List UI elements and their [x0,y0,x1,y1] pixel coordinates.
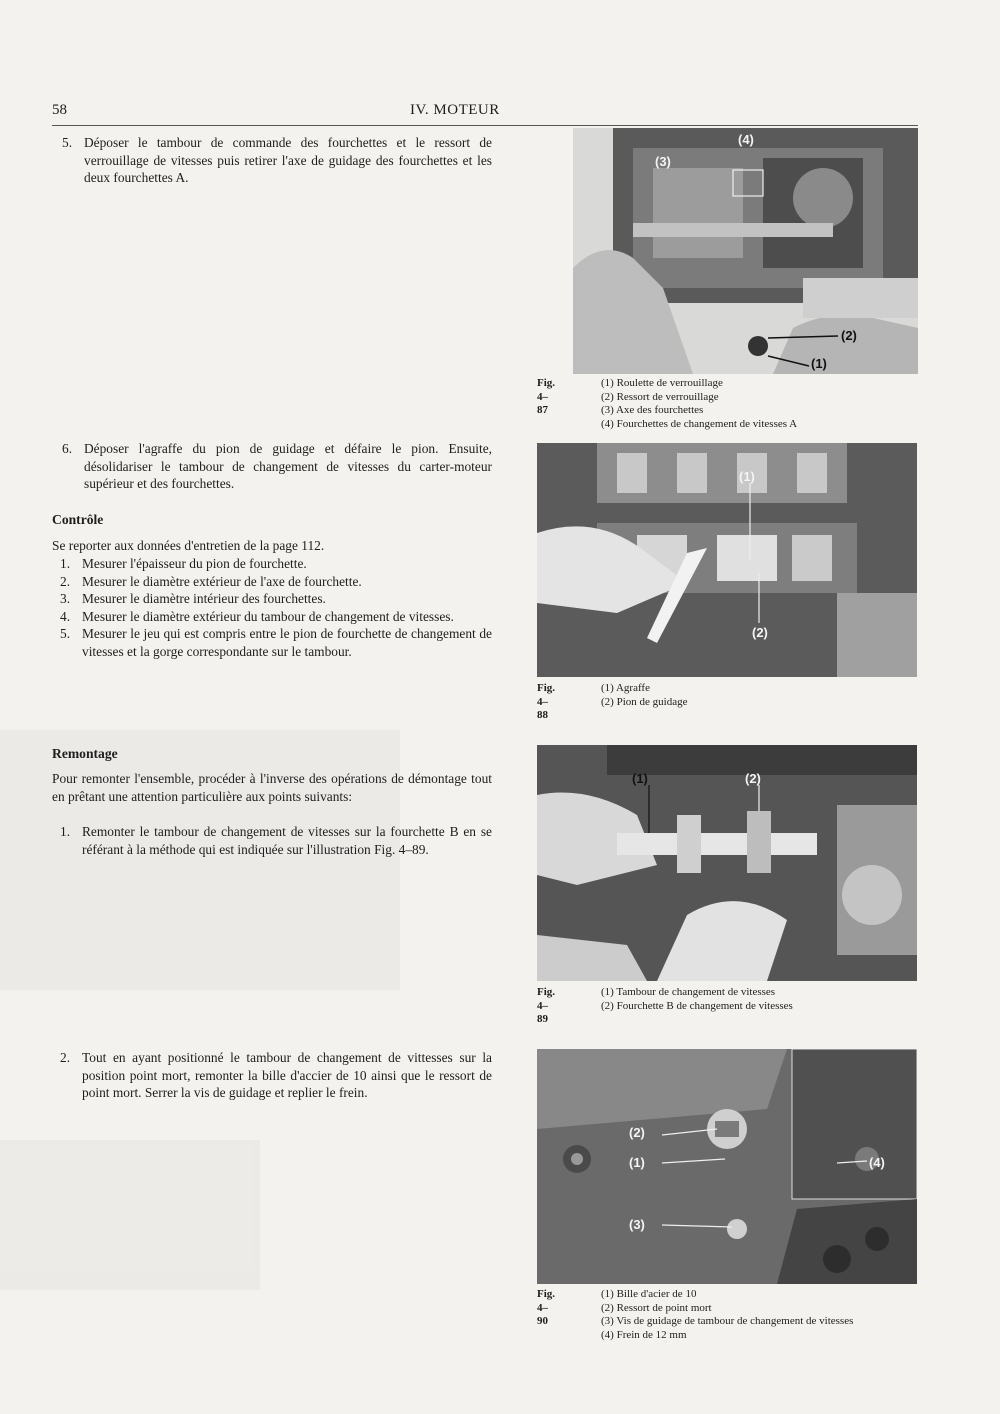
remontage-list-1 [60,823,492,858]
callout-2: (2) [745,771,761,786]
callout-4: (4) [869,1155,885,1170]
photo-fig-4-87 [573,128,918,374]
callout-4: (4) [738,132,754,147]
step-number: 5. [62,135,73,150]
remontage-intro: Pour remonter l'ensemble, procéder à l'inverse des opérations de démontage tout en prêtant une attention particulière aux points suivants: [52,771,492,804]
step-text: Déposer l'agraffe du pion de guidage et défaire le pion. Ensuite, désolidariser le tambour de changement de vitesses du carter-moteur supérieur et des fourchettes. [84,441,492,492]
caption-item: (2) Ressort de point mort [601,1301,712,1314]
engine-photo-illustration [537,745,917,981]
show-through-shadow [0,730,400,990]
callout-3: (3) [655,154,671,169]
controle-list [60,555,492,661]
caption-item: (1) Agraffe [601,682,650,694]
callout-1: (1) [739,469,755,484]
header-rule [52,125,918,126]
callout-2: (2) [752,625,768,640]
section-heading-remontage: Remontage [52,746,118,761]
list-item: 5. Mesurer le jeu qui est compris entre le pion de fourchette de changement de vitesses et la gorge correspondante sur le tambour. [60,626,492,659]
list-item: 3. Mesurer le diamètre intérieur des fourchettes. [60,591,326,607]
engine-photo-illustration [537,443,917,677]
list-item: 4. Mesurer le diamètre extérieur du tambour de changement de vitesses. [60,608,454,624]
engine-photo-illustration [537,1049,917,1284]
figure-label: Fig. 4–88 [537,682,556,722]
remontage-list-2 [60,1049,492,1102]
controle-intro: Se reporter aux données d'entretien de la page 112. [52,538,325,553]
caption-item: (1) Roulette de verrouillage [601,377,723,389]
figure-label: Fig. 4–89 [537,986,556,1026]
callout-1: (1) [632,771,648,786]
figure-label: Fig. 4–90 [537,1288,556,1328]
list-item: 2. Mesurer le diamètre extérieur de l'axe de fourchette. [60,573,362,589]
page-number: 58 [52,102,67,118]
caption-item: (2) Ressort de verrouillage [601,390,719,403]
caption-item: (2) Pion de guidage [601,695,688,708]
caption-item: (3) Vis de guidage de tambour de changement de vitesses [601,1315,854,1328]
photo-fig-4-89 [537,745,917,981]
caption-item: (4) Fourchettes de changement de vitesses A [601,417,798,430]
caption-item: (1) Tambour de changement de vitesses [601,986,776,998]
list-item: 1. Remonter le tambour de changement de vitesses sur la fourchette B en se référant à la méthode qui est indiquée sur l'illustration Fig. 4–89. [60,824,492,857]
caption-item: (4) Frein de 12 mm [601,1328,687,1341]
photo-fig-4-88 [537,443,917,677]
step-text: Déposer le tambour de commande des fourchettes et le ressort de verrouillage de vitesses puis retirer l'axe de guidage des fourchettes et les deux fourchettes A. [84,135,492,186]
callout-1: (1) [629,1155,645,1170]
figure-label: Fig. 4–87 [537,377,556,417]
list-item: 1. Mesurer l'épaisseur du pion de fourchette. [60,556,307,571]
list-item: 2. Tout en ayant positionné le tambour de changement de vittesses sur la position point mort, remonter la bille d'accier de 10 ainsi que le ressort de point mort. Serrer la vis de guidage et replier le frein. [60,1050,492,1101]
caption-item: (2) Fourchette B de changement de vitesses [601,999,793,1012]
photo-fig-4-90 [537,1049,917,1284]
chapter-title: IV. MOTEUR [410,102,500,118]
callout-2: (2) [841,328,857,343]
show-through-shadow [0,1140,260,1290]
engine-photo-illustration [573,128,918,374]
section-heading-controle: Contrôle [52,512,104,527]
caption-item: (1) Bille d'acier de 10 [601,1288,697,1300]
caption-item: (3) Axe des fourchettes [601,404,704,417]
callout-2: (2) [629,1125,645,1140]
callout-1: (1) [811,356,827,371]
callout-3: (3) [629,1217,645,1232]
step-number: 6. [62,441,73,456]
